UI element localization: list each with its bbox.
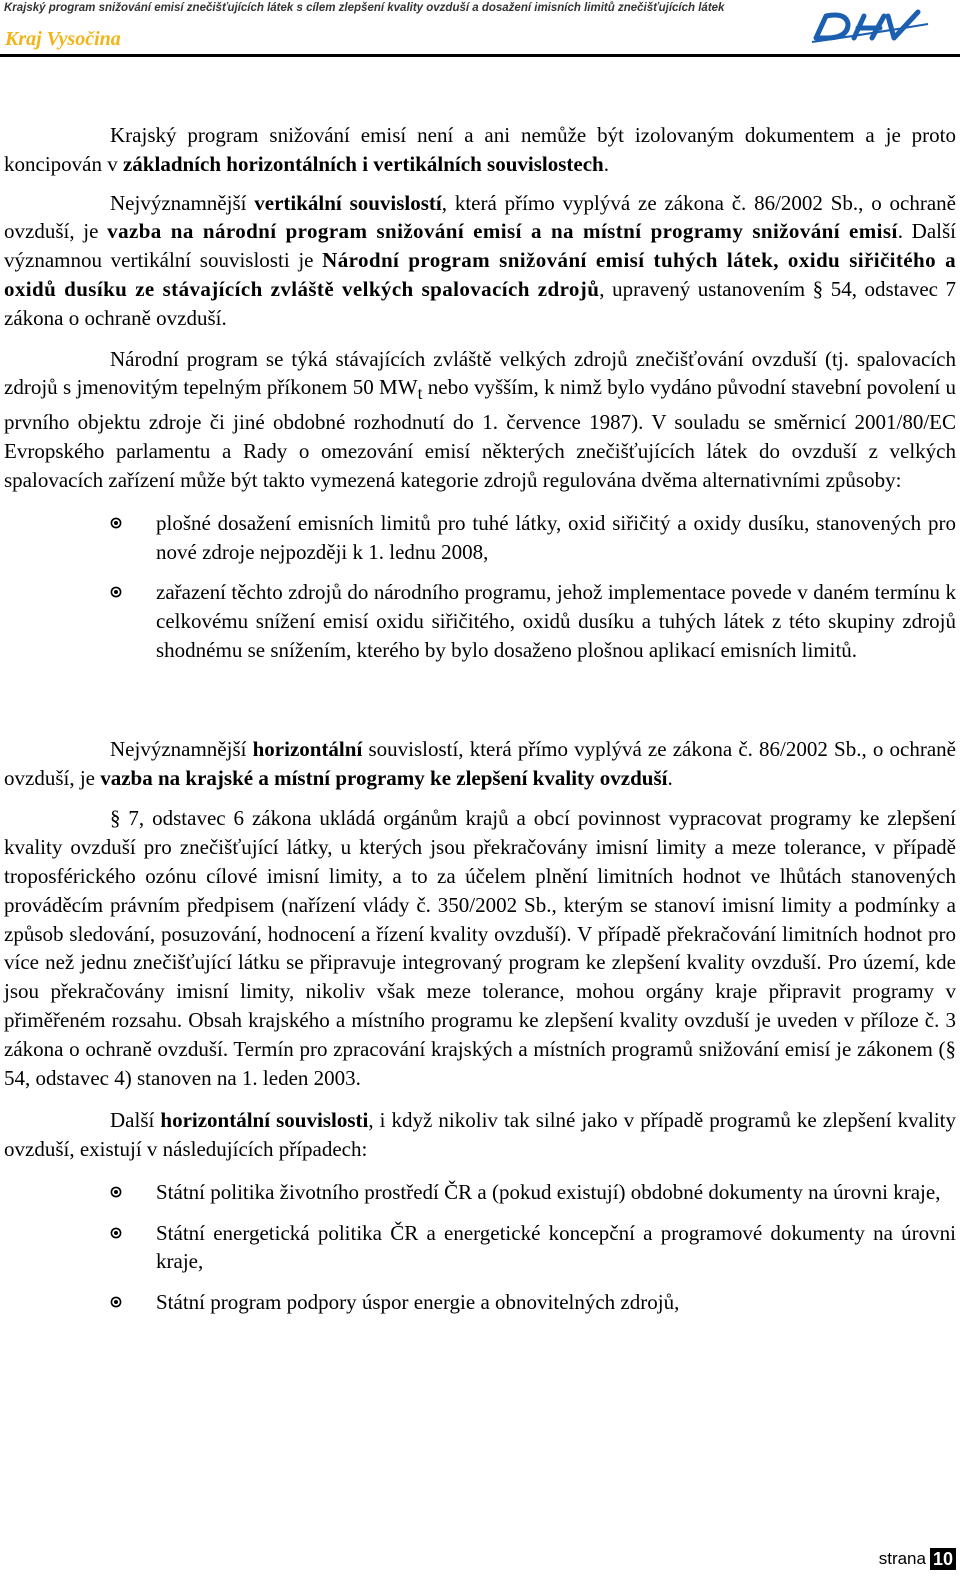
region-name: Kraj Vysočina xyxy=(5,28,121,50)
header-rule xyxy=(0,54,960,57)
list-item-text: Státní energetická politika ČR a energetické koncepční a programové dokumenty na úrovni kraje, xyxy=(156,1220,956,1274)
page-number: 10 xyxy=(930,1548,956,1570)
list-item xyxy=(4,1219,956,1277)
circle-bullet-icon xyxy=(110,1186,122,1198)
circle-bullet-icon xyxy=(110,1296,122,1308)
bullet-list xyxy=(4,1178,956,1317)
document-title: Krajský program snižování emisí znečišťujících látek s cílem zlepšení kvality ovzduší a dosažení imisních limitů znečišťujících látek xyxy=(4,2,725,14)
paragraph: Nejvýznamnější vertikální souvislostí, která přímo vyplývá ze zákona č. 86/2002 Sb., o ochraně ovzduší, je vazba na národní program snižování emisí a na místní programy snižování emisí. Další významnou vertikální souvislosti je Národní program snižování emisí tuhých látek, oxidu siřičitého a oxidů dusíku ze stávajících zvláště velkých spalovacích zdrojů, upravený ustanovením § 54, odstavec 7 zákona o ochraně ovzduší. xyxy=(4,190,957,330)
page-header xyxy=(0,0,960,58)
list-item-text: Státní politika životního prostředí ČR a (pokud existují) obdobné dokumenty na úrovni kraje, xyxy=(156,1179,941,1204)
page-label: strana xyxy=(878,1549,926,1568)
circle-bullet-icon xyxy=(110,517,122,529)
dhv-logo xyxy=(808,4,932,46)
paragraph: Další horizontální souvislosti, i když nikoliv tak silné jako v případě programů ke zlepšení kvality ovzduší, existují v následujících případech: xyxy=(4,1108,956,1162)
paragraph: Krajský program snižování emisí není a ani nemůže být izolovaným dokumentem a je proto koncipován v základních horizontálních i vertikálních souvislostech. xyxy=(4,123,956,176)
paragraph: Národní program se týká stávajících zvláště velkých zdrojů znečišťování ovzduší (tj. spalovacích zdrojů s jmenovitým tepelným příkonem 50 $MW_t$ nebo vyšším, k nimž bylo vydáno původní stavební povolení u prvního objektu zdroje či jiné obdobné rozhodnutí do 1. července 1987). V souladu se směrnicí 2001/80/EC Evropského parlamentu a Rady o omezování emisí některých znečišťujících látek do ovzduší z velkých spalovacích zařízení může být takto vymezená kategorie zdrojů regulována dvěma alternativními způsoby: xyxy=(4,346,956,492)
page-footer xyxy=(879,1548,956,1570)
circle-bullet-icon xyxy=(110,586,122,598)
paragraph: Nejvýznamnější horizontální souvislostí, která přímo vyplývá ze zákona č. 86/2002 Sb., o ochraně ovzduší, je vazba na krajské a místní programy ke zlepšení kvality ovzduší. xyxy=(4,736,956,790)
list-item-text: zařazení těchto zdrojů do národního programu, jehož implementace povede v daném termínu k celkovému snížení emisí oxidu siřičitého, oxidů dusíku a tuhých látek z této skupiny zdrojů shodnému se snížením, kterého by bylo dosaženo plošnou aplikací emisních limitů. xyxy=(156,580,956,662)
circle-bullet-icon xyxy=(110,1227,122,1239)
list-item xyxy=(4,1288,956,1317)
list-item xyxy=(4,509,956,567)
bullet-list xyxy=(4,509,956,665)
paragraph: § 7, odstavec 6 zákona ukládá orgánům krajů a obcí povinnost vypracovat programy ke zlepšení kvality ovzduší pro znečišťující látky, u kterých jsou překračovány imisní limity a meze tolerance, v případě troposférického ozónu cílové imisní limity, a to za účelem plnění limitních hodnot ve lhůtách stanovených prováděcím právním předpisem (nařízení vlády č. 350/2002 Sb., kterým se stanoví imisní limity a podmínky a způsob sledování, posuzování, hodnocení a řízení kvality ovzduší). V případě překračování limitních hodnot pro více než jednu znečišťující látku se připravuje integrovaný program ke zlepšení kvality ovzduší. Pro území, kde jsou překračovány imisní limity, nikoliv však meze tolerance, mohou orgány kraje připravit programy v přiměřeném rozsahu. Obsah krajského a místního programu ke zlepšení kvality ovzduší je uveden v příloze č. 3 zákona o ochraně ovzduší. Termín pro zpracování krajských a místních programů snižování emisí je zákonem (§ 54, odstavec 4) stanoven na 1. leden 2003. xyxy=(4,806,956,1090)
document-body xyxy=(4,121,956,1329)
list-item-text: Státní program podpory úspor energie a obnovitelných zdrojů, xyxy=(156,1290,680,1315)
list-item xyxy=(4,1178,956,1207)
list-item-text: plošné dosažení emisních limitů pro tuhé látky, oxid siřičitý a oxidy dusíku, stanovených pro nové zdroje nejpozději k 1. lednu 2008, xyxy=(156,510,956,564)
list-item xyxy=(4,578,956,664)
